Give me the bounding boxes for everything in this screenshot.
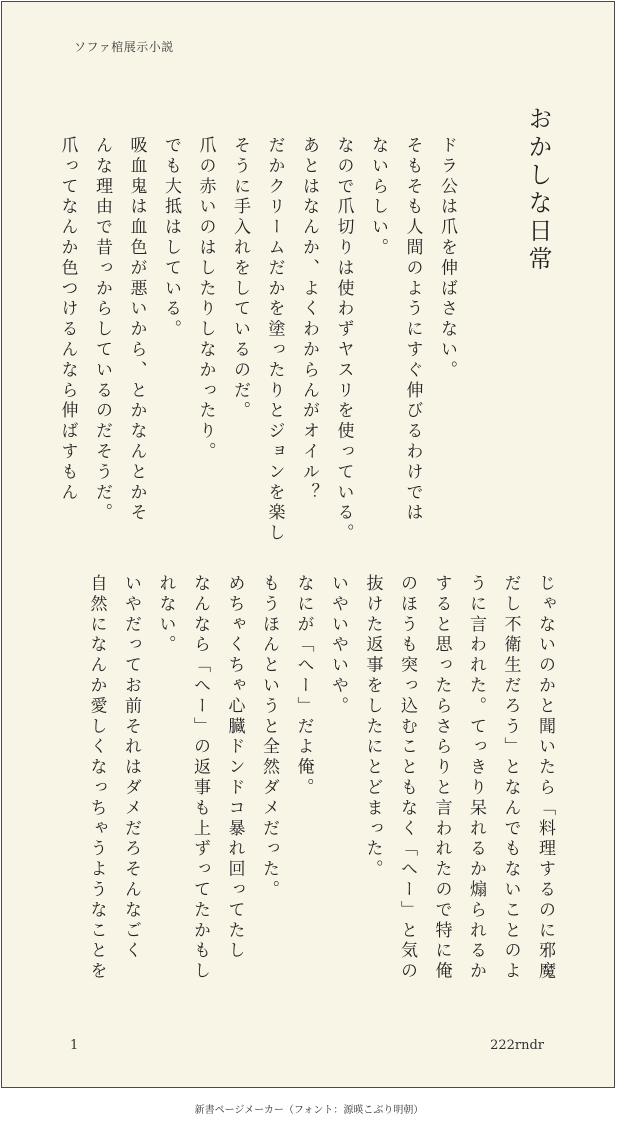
text-line: 自然になんか愛しくなっちゃうようなことを (86, 574, 107, 982)
text-line: いやだってお前それはダメだろそんなごく (121, 574, 141, 962)
text-line: あとはなんか、よくわからんがオイル？ (299, 136, 319, 504)
text-line: だし不衛生だろう」となんでもないことのよ (500, 574, 521, 982)
text-line: めちゃくちゃ心臓ドンドコ暴れ回ってたし (224, 574, 245, 962)
text-line: んな理由で昔っからしているのだそうだ。 (92, 136, 112, 524)
text-line: もうほんというと全然ダメだった。 (259, 574, 279, 901)
body-text-bottom (79, 574, 562, 1004)
text-line: れない。 (155, 574, 176, 656)
text-line: 爪の赤いのはしたりしなかったり。 (195, 136, 216, 463)
story-title: おかしな日常 (524, 106, 552, 274)
body-text-top (50, 136, 464, 544)
text-line: うに言われた。てっきり呆れるか煽られるか (466, 574, 486, 982)
text-line: ドラ公は爪を伸ばさない。 (437, 136, 457, 381)
text-line: 吸血鬼は血色が悪いから、とかなんとかそ (126, 136, 147, 524)
text-line: なにが「へー」だよ俺。 (293, 574, 314, 799)
text-line: だかクリームだかを塗ったりとジョンを楽し (264, 136, 285, 544)
text-line: すると思ったらさらりと言われたので特に俺 (431, 574, 452, 982)
text-line: なんなら「へー」の返事も上ずってたかもし (190, 574, 210, 982)
author-name: 222rndr (490, 1038, 544, 1053)
text-line: 抜けた返事をしたにとどまった。 (362, 574, 383, 880)
text-line: なので爪切りは使わずヤスリを使っている。 (333, 136, 354, 544)
text-line: いやいやいや。 (328, 574, 348, 717)
page-number: 1 (70, 1038, 79, 1053)
book-page (1, 1, 615, 1088)
text-line: じゃないのかと聞いたら「料理するのに邪魔 (535, 574, 555, 982)
text-line: のほうも突っ込むこともなく「へー」と気の (397, 574, 417, 982)
text-line: でも大抵はしている。 (161, 136, 181, 340)
header-label: ソファ棺展示小説 (74, 40, 174, 54)
footer-credit: 新書ページメーカー（フォント：源暎こぶり明朝） (194, 1105, 424, 1116)
text-line: ないらしい。 (368, 136, 388, 259)
text-line: そもそも人間のようにすぐ伸びるわけでは (402, 136, 423, 524)
text-line: そうに手入れをしているのだ。 (230, 136, 250, 422)
text-line: 爪ってなんか色つけるんなら伸ばすもん (57, 136, 78, 504)
